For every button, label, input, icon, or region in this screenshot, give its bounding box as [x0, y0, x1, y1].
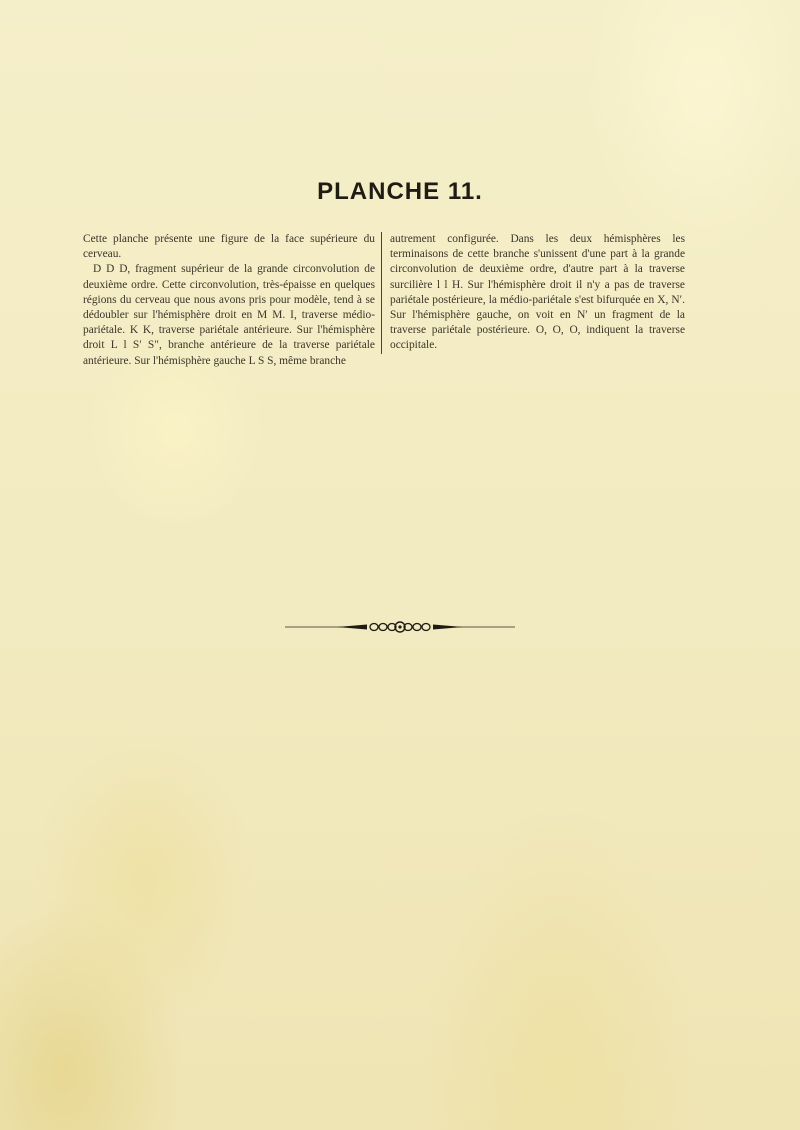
left-column: [83, 232, 375, 369]
right-column: [390, 232, 685, 354]
ornamental-divider: [285, 620, 515, 634]
right-paragraph-body: autrement configurée. Dans les deux hémisphères les terminaisons de cette branche s'unissent d'une part à la grande circonvolution de deuxième ordre, d'autre part à la traverse surcilière l l H. Sur l'hémisphère droit il n'y a pas de traverse pariétale postérieure, la médio-pariétale s'est bifurquée en X, N′. Sur l'hémisphère gauche, on voit en N′ un fragment de la traverse pariétale postérieure. O, O, O, indiquent la traverse occipitale.: [390, 233, 685, 352]
page-title: PLANCHE 11.: [317, 178, 483, 205]
column-divider: [381, 232, 382, 354]
left-paragraph-intro: Cette planche présente une figure de la face supérieure du cerveau.: [83, 233, 375, 261]
left-paragraph-body: D D D, fragment supérieur de la grande circonvolution de deuxième ordre. Cette circonvolution, très-épaisse en quelques régions du cerveau que nous avons pris pour modèle, tend à se dédoubler sur l'hémisphère droit en M M. I, traverse médio-pariétale. K K, traverse pariétale antérieure. Sur l'hémisphère droit L l S′ S″, branche antérieure de la traverse pariétale antérieure. Sur l'hémisphère gauche L S S, même branche: [83, 263, 375, 367]
